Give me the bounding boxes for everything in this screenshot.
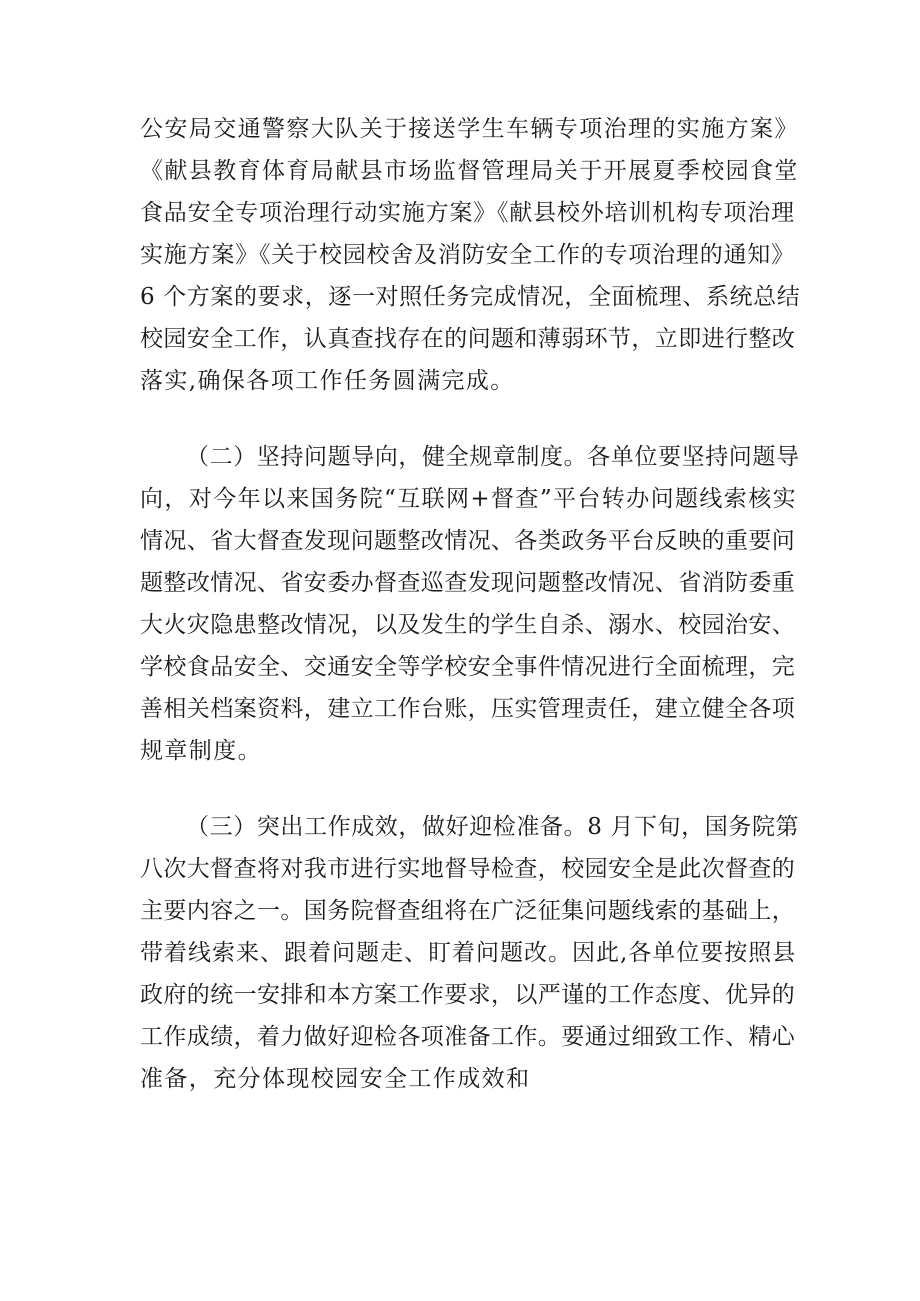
paragraph-3-line-3: 主要内容之一。国务院督查组将在广泛征集问题线索的基础上， bbox=[140, 898, 796, 924]
paragraph-2-line-1: （二）坚持问题导向，健全规章制度。各单位要坚持问题导 bbox=[186, 444, 800, 470]
paragraph-2-line-4: 题整改情况、省安委办督查巡查发现问题整改情况、省消防委重 bbox=[140, 570, 796, 596]
paragraph-3-line-6: 工作成绩，着力做好迎检各项准备工作。要通过细致工作、精心 bbox=[140, 1024, 796, 1050]
paragraph-1-line-2: 《献县教育体育局献县市场监督管理局关于开展夏季校园食堂 bbox=[140, 158, 799, 184]
paragraph-1-line-4: 实施方案》《关于校园校舍及消防安全工作的专项治理的通知》 bbox=[140, 242, 795, 268]
paragraph-2-line-2: 向，对今年以来国务院“互联网+督查”平台转办问题线索核实 bbox=[140, 486, 797, 512]
paragraph-3-line-2: 八次大督查将对我市进行实地督导检查，校园安全是此次督查的 bbox=[140, 856, 796, 882]
paragraph-2-line-7: 善相关档案资料，建立工作台账，压实管理责任，建立健全各项 bbox=[140, 696, 796, 722]
paragraph-1-line-6: 校园安全工作，认真查找存在的问题和薄弱环节，立即进行整改 bbox=[140, 326, 796, 352]
paragraph-2-line-3: 情况、省大督查发现问题整改情况、各类政务平台反映的重要问 bbox=[140, 528, 796, 554]
paragraph-3-line-1: （三）突出工作成效，做好迎检准备。8 月下旬，国务院第 bbox=[186, 814, 800, 840]
paragraph-3-line-5: 政府的统一安排和本方案工作要求，以严谨的工作态度、优异的 bbox=[140, 982, 796, 1008]
paragraph-2-line-6: 学校食品安全、交通安全等学校安全事件情况进行全面梳理，完 bbox=[140, 654, 796, 680]
paragraph-1-line-3: 食品安全专项治理行动实施方案》《献县校外培训机构专项治理 bbox=[140, 200, 795, 226]
paragraph-3-line-7: 准备，充分体现校园安全工作成效和 bbox=[140, 1066, 531, 1092]
paragraph-2-line-8: 规章制度。 bbox=[140, 738, 262, 764]
paragraph-1-line-5: 6 个方案的要求，逐一对照任务完成情况，全面梳理、系统总结 bbox=[140, 284, 801, 310]
paragraph-1-line-7: 落实,确保各项工作任务圆满完成。 bbox=[140, 368, 515, 394]
paragraph-1-line-1: 公安局交通警察大队关于接送学生车辆专项治理的实施方案》 bbox=[140, 116, 799, 142]
paragraph-3-line-4: 带着线索来、跟着问题走、盯着问题改。因此,各单位要按照县 bbox=[140, 940, 797, 966]
paragraph-2-line-5: 大火灾隐患整改情况，以及发生的学生自杀、溺水、校园治安、 bbox=[140, 612, 796, 638]
